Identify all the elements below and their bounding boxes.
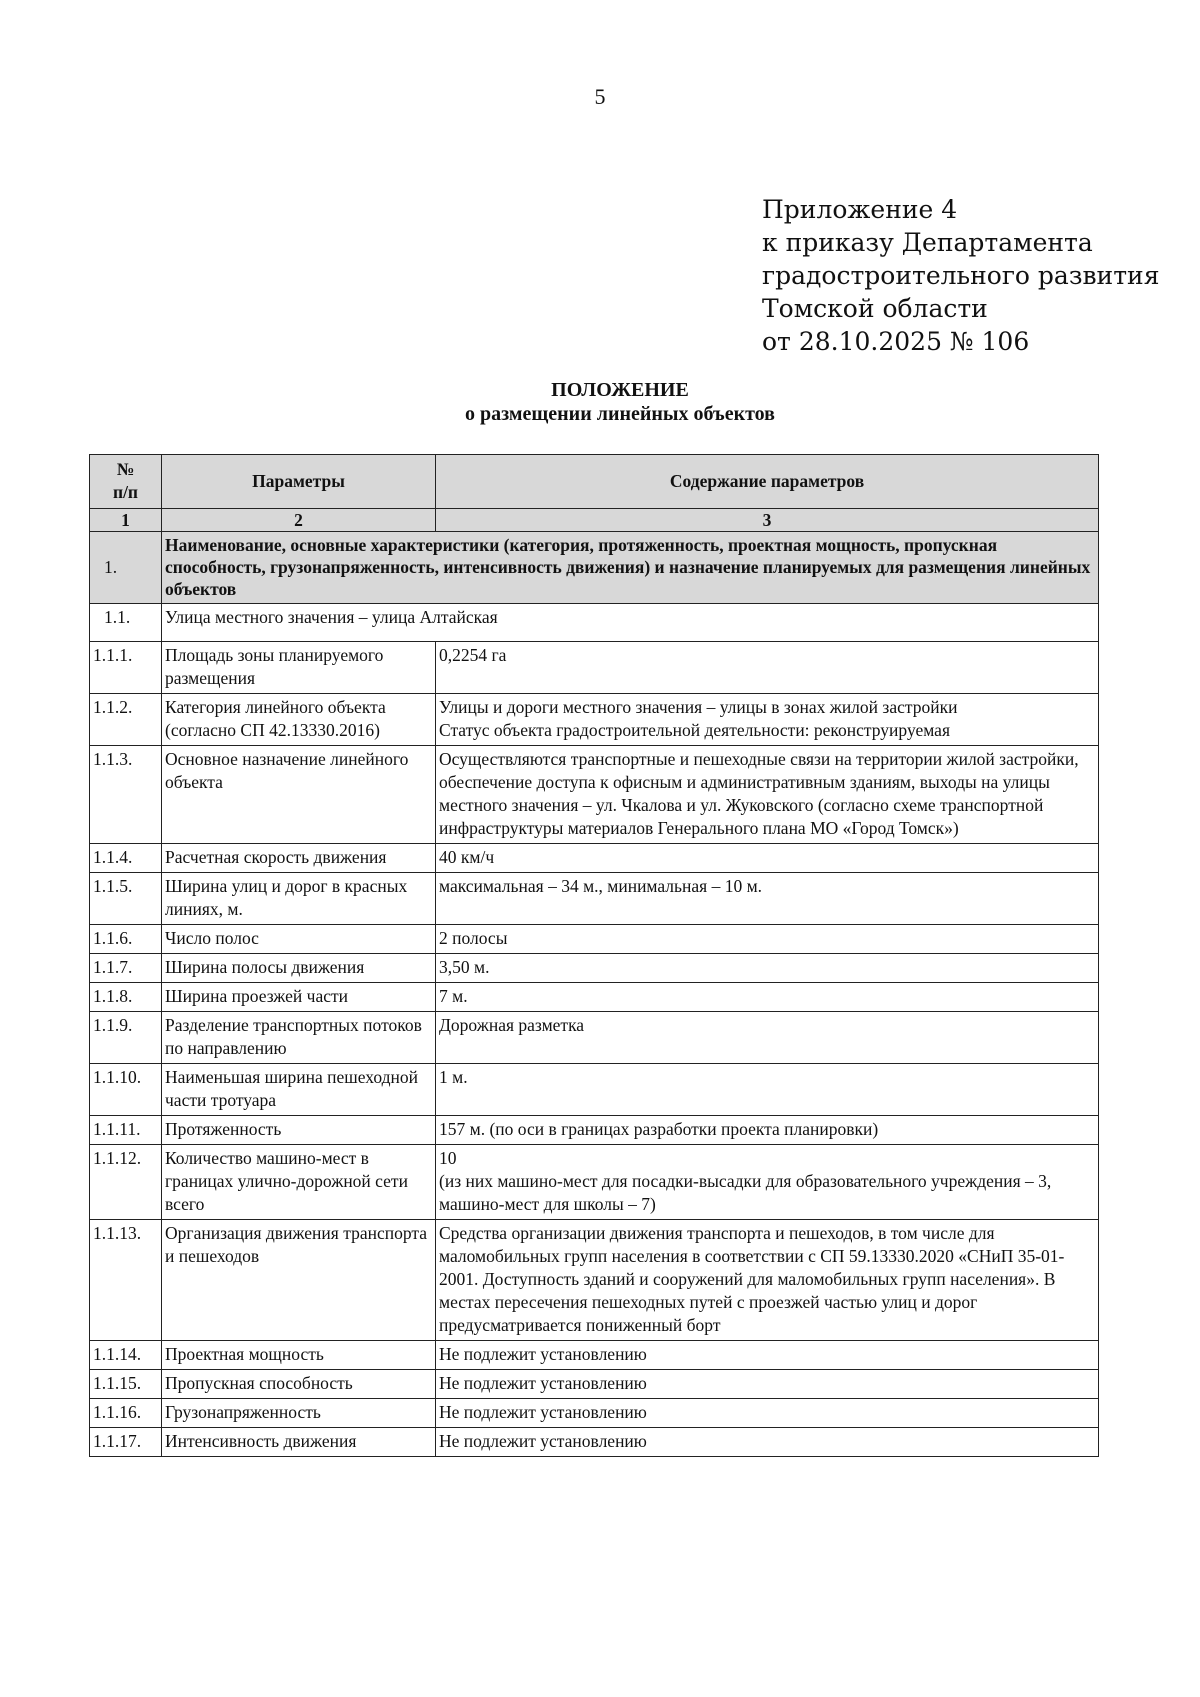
row-num: 1.1.5. <box>90 873 162 925</box>
row-param: Ширина полосы движения <box>162 954 436 983</box>
row-content-line: максимальная – 34 м., минимальная – 10 м. <box>439 876 763 896</box>
row-num: 1.1.9. <box>90 1012 162 1064</box>
table-row <box>90 954 1099 983</box>
row-content <box>436 1012 1099 1064</box>
row-content-line: 1 м. <box>439 1067 468 1087</box>
table-row <box>90 1370 1099 1399</box>
table-row <box>90 1064 1099 1116</box>
document-title <box>0 378 1200 426</box>
table-row <box>90 1145 1099 1220</box>
row-num: 1.1.8. <box>90 983 162 1012</box>
row-num: 1.1.13. <box>90 1220 162 1341</box>
header-num-line: № <box>116 459 135 479</box>
table-row <box>90 844 1099 873</box>
row-content <box>436 1399 1099 1428</box>
row-content <box>436 746 1099 844</box>
row-param: Интенсивность движения <box>162 1428 436 1457</box>
row-content-line: Дорожная разметка <box>439 1015 585 1035</box>
table-row <box>90 1399 1099 1428</box>
table-row <box>90 746 1099 844</box>
row-param: Протяженность <box>162 1116 436 1145</box>
row-num: 1.1.2. <box>90 694 162 746</box>
subsection-row <box>90 604 1099 642</box>
row-content-line: 3,50 м. <box>439 957 490 977</box>
appendix-line: градостроительного развития <box>762 261 1160 290</box>
row-param: Пропускная способность <box>162 1370 436 1399</box>
row-param: Наименьшая ширина пешеходной части тротуара <box>162 1064 436 1116</box>
row-content <box>436 694 1099 746</box>
page-number: 5 <box>594 84 606 109</box>
row-content-line: Средства организации движения транспорта и пешеходов, в том числе для маломобильных групп населения в соответствии с СП 59.13330.2020 «СНиП 35-01-2001. Доступность зданий и сооружений для маломобильных групп населения». В местах пересечения пешеходных путей с проезжей частью улиц и дорог предусматривается пониженный борт <box>439 1223 1065 1335</box>
column-numbers-row <box>90 509 1099 532</box>
row-content <box>436 1220 1099 1341</box>
row-content-line: Не подлежит установлению <box>439 1402 647 1422</box>
table-row <box>90 694 1099 746</box>
appendix-line: к приказу Департамента <box>762 228 1093 257</box>
row-param: Разделение транспортных потоков по направлению <box>162 1012 436 1064</box>
row-num: 1.1.7. <box>90 954 162 983</box>
header-content: Содержание параметров <box>436 455 1099 509</box>
subsection-num: 1.1. <box>90 604 162 642</box>
table-header-row <box>90 455 1099 509</box>
row-param: Основное назначение линейного объекта <box>162 746 436 844</box>
table-row <box>90 1012 1099 1064</box>
row-content-line: (из них машино-мест для посадки-высадки для образовательного учреждения – 3, машино-мест для школы – 7) <box>439 1171 1052 1214</box>
table-row <box>90 1116 1099 1145</box>
subsection-title: Улица местного значения – улица Алтайская <box>162 604 1099 642</box>
row-num: 1.1.17. <box>90 1428 162 1457</box>
row-content-line: 40 км/ч <box>439 847 495 867</box>
row-content <box>436 873 1099 925</box>
table-row <box>90 983 1099 1012</box>
row-param: Ширина проезжей части <box>162 983 436 1012</box>
row-param: Расчетная скорость движения <box>162 844 436 873</box>
row-content-line: Статус объекта градостроительной деятельности: реконструируемая <box>439 720 951 740</box>
parameters-table <box>89 454 1099 1457</box>
row-content <box>436 925 1099 954</box>
row-content <box>436 1341 1099 1370</box>
row-num: 1.1.16. <box>90 1399 162 1428</box>
table-row <box>90 642 1099 694</box>
row-num: 1.1.14. <box>90 1341 162 1370</box>
row-num: 1.1.3. <box>90 746 162 844</box>
row-content-line: Осуществляются транспортные и пешеходные связи на территории жилой застройки, обеспечение доступа к офисным и административным зданиям, выходы на улицы местного значения – ул. Чкалова и ул. Жуковского (согласно схеме транспортной инфраструктуры материалов Генерального плана МО «Город Томск») <box>439 749 1079 838</box>
column-number: 2 <box>162 509 436 532</box>
row-content <box>436 954 1099 983</box>
row-content <box>436 844 1099 873</box>
row-content-line: Не подлежит установлению <box>439 1373 647 1393</box>
row-num: 1.1.11. <box>90 1116 162 1145</box>
table-row <box>90 1428 1099 1457</box>
row-content <box>436 1370 1099 1399</box>
section-num: 1. <box>90 532 162 604</box>
row-param: Количество машино-мест в границах улично-дорожной сети всего <box>162 1145 436 1220</box>
column-number: 3 <box>436 509 1099 532</box>
row-param: Категория линейного объекта (согласно СП 42.13330.2016) <box>162 694 436 746</box>
row-num: 1.1.6. <box>90 925 162 954</box>
row-param: Организация движения транспорта и пешеходов <box>162 1220 436 1341</box>
row-num: 1.1.4. <box>90 844 162 873</box>
appendix-line: Приложение 4 <box>762 195 958 224</box>
row-param: Ширина улиц и дорог в красных линиях, м. <box>162 873 436 925</box>
row-content <box>436 642 1099 694</box>
row-param: Число полос <box>162 925 436 954</box>
row-content <box>436 983 1099 1012</box>
appendix-line: от 28.10.2025 № 106 <box>762 327 1030 356</box>
section-row <box>90 532 1099 604</box>
row-content-line: 7 м. <box>439 986 468 1006</box>
table-row <box>90 1341 1099 1370</box>
row-content-line: 157 м. (по оси в границах разработки проекта планировки) <box>439 1119 879 1139</box>
table-row <box>90 1220 1099 1341</box>
document-title-main: ПОЛОЖЕНИЕ <box>551 379 689 401</box>
row-num: 1.1.10. <box>90 1064 162 1116</box>
row-content-line: 2 полосы <box>439 928 508 948</box>
row-num: 1.1.15. <box>90 1370 162 1399</box>
table-row <box>90 873 1099 925</box>
row-param: Проектная мощность <box>162 1341 436 1370</box>
row-content <box>436 1145 1099 1220</box>
row-content <box>436 1428 1099 1457</box>
row-num: 1.1.12. <box>90 1145 162 1220</box>
column-number: 1 <box>90 509 162 532</box>
row-param: Площадь зоны планируемого размещения <box>162 642 436 694</box>
header-params: Параметры <box>162 455 436 509</box>
row-num: 1.1.1. <box>90 642 162 694</box>
appendix-line: Томской области <box>762 294 988 323</box>
row-content-line: Не подлежит установлению <box>439 1344 647 1364</box>
document-title-sub: о размещении линейных объектов <box>465 403 775 425</box>
row-content-line: 10 <box>439 1148 457 1168</box>
row-param: Грузонапряженность <box>162 1399 436 1428</box>
table-row <box>90 925 1099 954</box>
header-num <box>90 455 162 509</box>
section-title: Наименование, основные характеристики (категория, протяженность, проектная мощность, пропускная способность, грузонапряженность, интенсивность движения) и назначение планируемых для размещения линейных объектов <box>162 532 1099 604</box>
row-content <box>436 1116 1099 1145</box>
appendix-block <box>762 193 1159 358</box>
row-content-line: 0,2254 га <box>439 645 507 665</box>
header-num-line: п/п <box>112 482 139 502</box>
row-content-line: Не подлежит установлению <box>439 1431 647 1451</box>
row-content <box>436 1064 1099 1116</box>
row-content-line: Улицы и дороги местного значения – улицы в зонах жилой застройки <box>439 697 958 717</box>
